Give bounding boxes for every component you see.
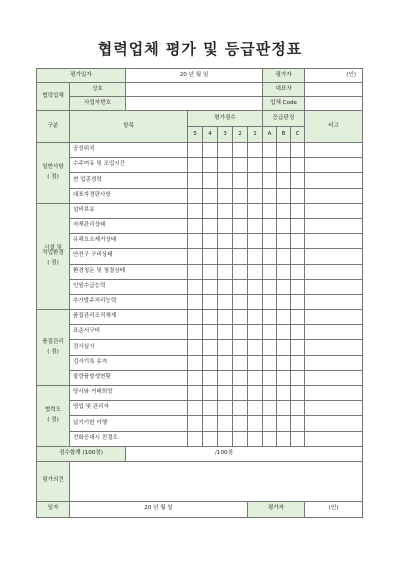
score-cell[interactable] <box>248 310 263 325</box>
table-row <box>37 143 363 158</box>
remarks-cell[interactable] <box>305 203 363 218</box>
score-cell[interactable] <box>218 143 233 158</box>
score-cell[interactable] <box>188 386 203 401</box>
score-cell[interactable] <box>248 143 263 158</box>
score-cell[interactable] <box>248 173 263 188</box>
grade-cell[interactable] <box>277 340 291 355</box>
remarks-cell[interactable] <box>305 188 363 203</box>
grade-cell[interactable] <box>291 218 305 233</box>
score-cell[interactable] <box>188 401 203 416</box>
grade-cell[interactable] <box>277 310 291 325</box>
company-label: 협력업체 <box>37 83 70 111</box>
score-cell[interactable] <box>218 401 233 416</box>
score-cell[interactable] <box>203 218 218 233</box>
item-label: 당사와 거래희망 <box>70 386 188 401</box>
footer-date-field[interactable]: 20 년 월 일 <box>70 501 248 517</box>
total-row <box>37 446 363 461</box>
grade-cell[interactable] <box>277 386 291 401</box>
grade-cell[interactable] <box>277 294 291 309</box>
item-label: 불량품발생현황 <box>70 370 188 385</box>
grade-cell[interactable] <box>277 401 291 416</box>
section-name: 시설 및 <box>44 244 62 251</box>
table-row <box>37 264 363 279</box>
score-cell[interactable] <box>233 218 248 233</box>
item-label: 유해요소제거상태 <box>70 234 188 249</box>
score-cell[interactable] <box>218 158 233 173</box>
score-cell[interactable] <box>218 279 233 294</box>
score-cell[interactable] <box>188 158 203 173</box>
score-cell[interactable] <box>203 340 218 355</box>
remarks-cell[interactable] <box>305 340 363 355</box>
footer-row <box>37 501 363 517</box>
eval-date-field[interactable]: 20 년 월 일 <box>126 69 263 83</box>
company-code-label: 업체 Code <box>263 97 305 111</box>
grade-cell[interactable] <box>263 386 277 401</box>
score-cell[interactable] <box>233 234 248 249</box>
score-cell[interactable] <box>188 188 203 203</box>
remarks-cell[interactable] <box>305 279 363 294</box>
grade-cell[interactable] <box>277 173 291 188</box>
score-cell[interactable] <box>248 370 263 385</box>
grade-header-b: B <box>277 127 291 143</box>
grade-header-c: C <box>291 127 305 143</box>
grade-cell[interactable] <box>263 416 277 431</box>
category-header: 구분 <box>37 111 70 143</box>
item-header: 항목 <box>70 111 188 143</box>
table-row <box>37 218 363 233</box>
remarks-cell[interactable] <box>305 416 363 431</box>
score-cell[interactable] <box>203 188 218 203</box>
score-cell[interactable] <box>188 431 203 446</box>
score-cell[interactable] <box>203 401 218 416</box>
score-cell[interactable] <box>233 340 248 355</box>
score-cell[interactable] <box>233 203 248 218</box>
evaluation-table <box>36 68 363 518</box>
score-cell[interactable] <box>248 386 263 401</box>
score-cell[interactable] <box>248 203 263 218</box>
score-cell[interactable] <box>248 158 263 173</box>
grade-cell[interactable] <box>291 401 305 416</box>
score-cell[interactable] <box>218 218 233 233</box>
grade-cell[interactable] <box>277 158 291 173</box>
footer-evaluator-label: 평가자 <box>248 501 305 517</box>
score-cell[interactable] <box>233 143 248 158</box>
table-row <box>37 401 363 416</box>
score-cell[interactable] <box>188 355 203 370</box>
score-cell[interactable] <box>233 401 248 416</box>
grade-cell[interactable] <box>291 158 305 173</box>
score-cell[interactable] <box>233 249 248 264</box>
table-row <box>37 234 363 249</box>
score-cell[interactable] <box>248 188 263 203</box>
biz-no-field[interactable] <box>126 97 263 111</box>
table-row <box>37 310 363 325</box>
grade-cell[interactable] <box>291 143 305 158</box>
score-cell[interactable] <box>188 264 203 279</box>
grade-cell[interactable] <box>263 401 277 416</box>
score-cell[interactable] <box>188 173 203 188</box>
item-label: 수주여유 및 조업시간 <box>70 158 188 173</box>
representative-field[interactable] <box>305 83 363 97</box>
score-cell[interactable] <box>233 158 248 173</box>
score-cell[interactable] <box>188 279 203 294</box>
section-points: ( 점) <box>47 173 59 180</box>
grade-cell[interactable] <box>277 264 291 279</box>
evaluator-field[interactable] <box>305 69 363 83</box>
score-cell[interactable] <box>248 401 263 416</box>
grade-cell[interactable] <box>263 203 277 218</box>
page-title: 협력업체 평가 및 등급판정표 <box>97 40 303 58</box>
remarks-cell[interactable] <box>305 264 363 279</box>
grade-cell[interactable] <box>263 188 277 203</box>
remarks-cell[interactable] <box>305 234 363 249</box>
score-cell[interactable] <box>218 386 233 401</box>
item-label: 영업 및 관리자 <box>70 401 188 416</box>
score-cell[interactable] <box>248 294 263 309</box>
item-label: 설비보유 <box>70 203 188 218</box>
remarks-cell[interactable] <box>305 310 363 325</box>
grade-cell[interactable] <box>263 294 277 309</box>
grade-cell[interactable] <box>291 173 305 188</box>
score-cell[interactable] <box>233 431 248 446</box>
table-row <box>37 173 363 188</box>
item-label: 검사실시 <box>70 340 188 355</box>
grade-cell[interactable] <box>263 158 277 173</box>
remarks-cell[interactable] <box>305 218 363 233</box>
table-row <box>37 294 363 309</box>
remarks-header: 비고 <box>305 111 363 143</box>
section-name: 품질관리 <box>42 338 64 345</box>
grade-cell[interactable] <box>263 264 277 279</box>
grade-cell[interactable] <box>263 325 277 340</box>
table-row <box>37 386 363 401</box>
grade-cell[interactable] <box>291 310 305 325</box>
section-name: 일반사항 <box>42 164 64 171</box>
grade-header-a: A <box>263 127 277 143</box>
grade-cell[interactable] <box>263 249 277 264</box>
score-cell[interactable] <box>233 416 248 431</box>
footer-date-label: 일자 <box>37 501 70 517</box>
score-cell[interactable] <box>218 188 233 203</box>
score-cell[interactable] <box>218 249 233 264</box>
section-label <box>37 203 70 309</box>
item-label: 인원수급능력 <box>70 279 188 294</box>
table-row <box>37 203 363 218</box>
table-row <box>37 279 363 294</box>
biz-no-label: 사업자번호 <box>70 97 126 111</box>
score-cell[interactable] <box>218 173 233 188</box>
grade-cell[interactable] <box>291 431 305 446</box>
score-cell[interactable] <box>218 370 233 385</box>
grade-cell[interactable] <box>291 294 305 309</box>
score-cell[interactable] <box>233 264 248 279</box>
score-cell[interactable] <box>248 416 263 431</box>
score-cell[interactable] <box>218 325 233 340</box>
score-cell[interactable] <box>233 279 248 294</box>
total-value[interactable]: /100점 <box>126 446 363 461</box>
item-label: 추가발주처리능력 <box>70 294 188 309</box>
item-label: 품질관리조직체계 <box>70 310 188 325</box>
score-cell[interactable] <box>203 173 218 188</box>
score-header-5: 5 <box>188 127 203 143</box>
remarks-cell[interactable] <box>305 158 363 173</box>
score-cell[interactable] <box>233 188 248 203</box>
remarks-cell[interactable] <box>305 294 363 309</box>
grade-cell[interactable] <box>291 249 305 264</box>
score-cell[interactable] <box>218 355 233 370</box>
remarks-cell[interactable] <box>305 325 363 340</box>
item-label: 검사기록 유지 <box>70 355 188 370</box>
item-label: 대표자경판사항 <box>70 188 188 203</box>
item-label: 안전구 구비상태 <box>70 249 188 264</box>
table-row <box>37 416 363 431</box>
grade-cell[interactable] <box>291 340 305 355</box>
grade-cell[interactable] <box>291 325 305 340</box>
grade-cell[interactable] <box>263 279 277 294</box>
score-cell[interactable] <box>188 294 203 309</box>
grade-cell[interactable] <box>277 370 291 385</box>
grade-cell[interactable] <box>291 355 305 370</box>
score-cell[interactable] <box>248 264 263 279</box>
grade-cell[interactable] <box>277 431 291 446</box>
score-cell[interactable] <box>203 294 218 309</box>
grade-cell[interactable] <box>291 416 305 431</box>
score-cell[interactable] <box>203 143 218 158</box>
score-cell[interactable] <box>233 173 248 188</box>
trade-name-label: 상호 <box>70 83 126 97</box>
grade-cell[interactable] <box>277 416 291 431</box>
score-cell[interactable] <box>218 431 233 446</box>
grade-cell[interactable] <box>277 218 291 233</box>
score-cell[interactable] <box>188 143 203 158</box>
grade-cell[interactable] <box>263 310 277 325</box>
grade-cell[interactable] <box>277 188 291 203</box>
score-cell[interactable] <box>218 264 233 279</box>
score-cell[interactable] <box>233 386 248 401</box>
section-label <box>37 310 70 386</box>
score-cell[interactable] <box>248 234 263 249</box>
grade-cell[interactable] <box>291 203 305 218</box>
score-header-2: 2 <box>233 127 248 143</box>
grade-cell[interactable] <box>263 143 277 158</box>
item-label: 현 업종경력 <box>70 173 188 188</box>
representative-label: 대표자 <box>263 83 305 97</box>
item-label: 환경청돈 및 청결상태 <box>70 264 188 279</box>
grade-cell[interactable] <box>263 234 277 249</box>
remarks-cell[interactable] <box>305 401 363 416</box>
score-header-1: 1 <box>248 127 263 143</box>
score-cell[interactable] <box>203 325 218 340</box>
grade-cell[interactable] <box>263 431 277 446</box>
opinion-field[interactable] <box>70 461 363 501</box>
grade-cell[interactable] <box>291 264 305 279</box>
section-label <box>37 143 70 204</box>
grade-cell[interactable] <box>277 203 291 218</box>
grade-cell[interactable] <box>263 218 277 233</box>
score-cell[interactable] <box>233 370 248 385</box>
grade-cell[interactable] <box>291 370 305 385</box>
score-cell[interactable] <box>218 234 233 249</box>
score-cell[interactable] <box>188 310 203 325</box>
item-label: 납기기한 이행 <box>70 416 188 431</box>
section-label <box>37 386 70 447</box>
score-cell[interactable] <box>233 355 248 370</box>
score-cell[interactable] <box>203 386 218 401</box>
score-cell[interactable] <box>203 234 218 249</box>
score-cell[interactable] <box>203 279 218 294</box>
score-cell[interactable] <box>203 203 218 218</box>
table-row <box>37 370 363 385</box>
score-cell[interactable] <box>188 249 203 264</box>
score-header-3: 3 <box>218 127 233 143</box>
score-cell[interactable] <box>218 294 233 309</box>
grade-group-header: 등급판정 <box>263 111 305 127</box>
score-cell[interactable] <box>203 370 218 385</box>
grade-cell[interactable] <box>277 234 291 249</box>
item-label: 자재관리상태 <box>70 218 188 233</box>
grade-cell[interactable] <box>277 325 291 340</box>
score-cell[interactable] <box>218 203 233 218</box>
grade-cell[interactable] <box>263 173 277 188</box>
grade-cell[interactable] <box>291 234 305 249</box>
score-cell[interactable] <box>233 294 248 309</box>
score-cell[interactable] <box>203 310 218 325</box>
grade-cell[interactable] <box>277 143 291 158</box>
score-cell[interactable] <box>248 325 263 340</box>
remarks-cell[interactable] <box>305 143 363 158</box>
section-name-2: 작업환경 <box>42 250 64 257</box>
item-label: 표준서구비 <box>70 325 188 340</box>
score-group-header: 평가점수 <box>188 111 263 127</box>
section-name: 협력도 <box>44 407 62 414</box>
score-cell[interactable] <box>233 325 248 340</box>
grade-cell[interactable] <box>277 279 291 294</box>
remarks-cell[interactable] <box>305 355 363 370</box>
score-cell[interactable] <box>248 279 263 294</box>
score-cell[interactable] <box>248 431 263 446</box>
grade-cell[interactable] <box>263 340 277 355</box>
score-cell[interactable] <box>188 325 203 340</box>
section-points: ( 점) <box>47 416 59 423</box>
score-cell[interactable] <box>248 355 263 370</box>
item-label: 공장위치 <box>70 143 188 158</box>
remarks-cell[interactable] <box>305 173 363 188</box>
grade-cell[interactable] <box>291 386 305 401</box>
score-cell[interactable] <box>188 234 203 249</box>
score-cell[interactable] <box>233 310 248 325</box>
table-row <box>37 431 363 446</box>
total-label: 점수합계 (100점) <box>37 446 126 461</box>
grade-cell[interactable] <box>291 279 305 294</box>
score-cell[interactable] <box>188 203 203 218</box>
trade-name-field[interactable] <box>126 83 263 97</box>
score-cell[interactable] <box>203 355 218 370</box>
score-cell[interactable] <box>248 340 263 355</box>
section-points: ( 점) <box>47 260 59 267</box>
footer-seal[interactable]: (인) <box>305 501 363 517</box>
score-cell[interactable] <box>218 340 233 355</box>
score-cell[interactable] <box>248 249 263 264</box>
remarks-cell[interactable] <box>305 370 363 385</box>
remarks-cell[interactable] <box>305 431 363 446</box>
grade-cell[interactable] <box>291 188 305 203</box>
score-cell[interactable] <box>203 431 218 446</box>
score-cell[interactable] <box>218 310 233 325</box>
score-cell[interactable] <box>188 370 203 385</box>
table-row <box>37 355 363 370</box>
remarks-cell[interactable] <box>305 249 363 264</box>
evaluator-seal: (인) <box>346 71 357 78</box>
table-row <box>37 188 363 203</box>
remarks-cell[interactable] <box>305 386 363 401</box>
score-cell[interactable] <box>248 218 263 233</box>
grade-cell[interactable] <box>263 370 277 385</box>
score-cell[interactable] <box>188 416 203 431</box>
eval-date-label: 평가일자 <box>37 69 126 83</box>
table-row <box>37 325 363 340</box>
item-label: 전화응대시 친절도 <box>70 431 188 446</box>
grade-cell[interactable] <box>277 249 291 264</box>
table-row <box>37 158 363 173</box>
grade-cell[interactable] <box>277 355 291 370</box>
score-cell[interactable] <box>218 416 233 431</box>
table-row <box>37 340 363 355</box>
table-row <box>37 249 363 264</box>
grade-cell[interactable] <box>263 355 277 370</box>
score-cell[interactable] <box>203 264 218 279</box>
opinion-label: 평가의견 <box>37 461 70 501</box>
section-points: ( 점) <box>47 348 59 355</box>
evaluator-label: 평가자 <box>263 69 305 83</box>
opinion-row <box>37 461 363 501</box>
score-header-4: 4 <box>203 127 218 143</box>
score-cell[interactable] <box>203 416 218 431</box>
score-cell[interactable] <box>203 249 218 264</box>
company-code-field[interactable] <box>305 97 363 111</box>
score-cell[interactable] <box>203 158 218 173</box>
score-cell[interactable] <box>188 340 203 355</box>
score-cell[interactable] <box>188 218 203 233</box>
